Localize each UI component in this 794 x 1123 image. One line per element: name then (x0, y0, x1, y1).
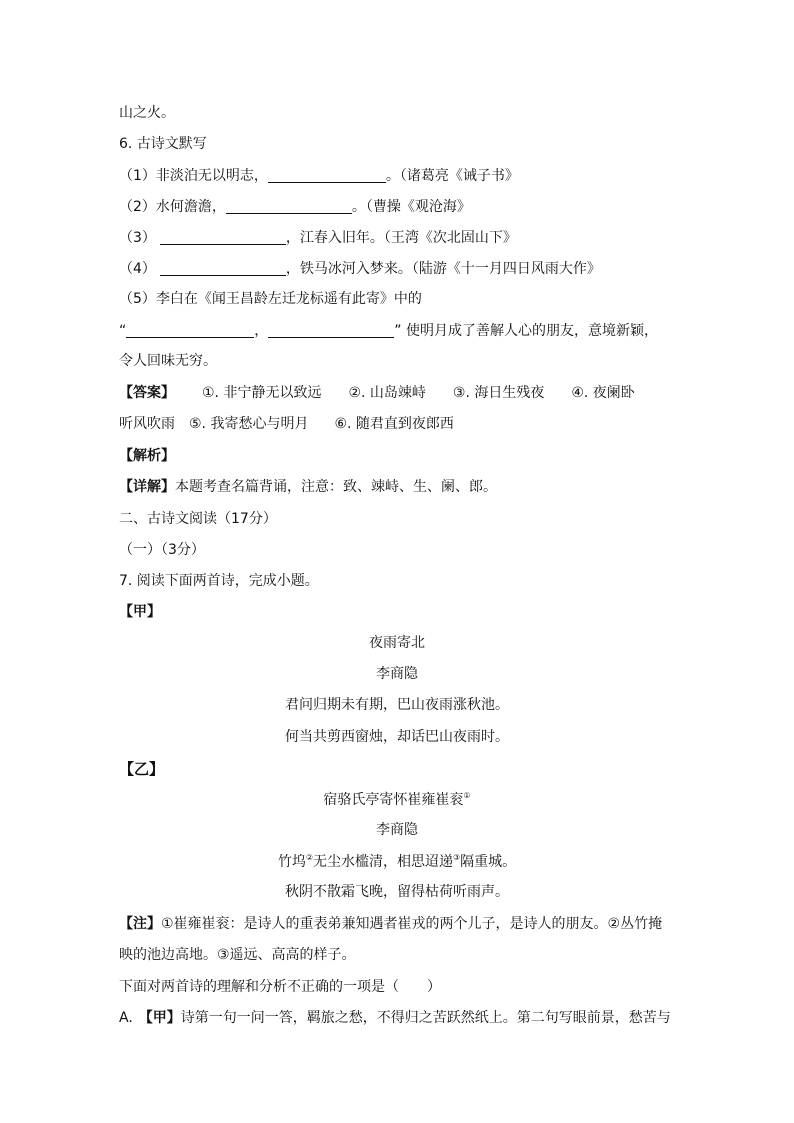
answer-3: ③. 海日生残夜 (452, 385, 545, 401)
option-letter: A. (119, 1010, 133, 1026)
item-number: （4） (119, 261, 156, 277)
note-line-2: 映的池边高地。③遥远、高高的样子。 (119, 947, 356, 963)
q6-item-5-end: 令人回味无穷。 (119, 353, 217, 369)
poem-a-line-2: 何当共剪西窗烛，却话巴山夜雨时。 (285, 729, 509, 745)
footnote-mark: ② (305, 853, 313, 862)
answer-line-1 (119, 386, 635, 400)
note-label: 【注】 (119, 916, 161, 932)
section-2-title: 二、古诗文阅读（17分） (119, 511, 277, 527)
answer-blank (160, 230, 286, 245)
answer-2: ②. 山岛竦峙 (348, 385, 426, 401)
analysis-label: 【解析】 (119, 448, 175, 464)
note-line-1 (119, 917, 662, 931)
answer-blank (226, 199, 352, 214)
footnote-mark: ③ (453, 853, 461, 862)
option-a (119, 1011, 671, 1025)
section-2-sub: （一）（3分） (119, 542, 205, 558)
item-number: （3） (119, 230, 156, 246)
q6-item-1 (119, 168, 519, 183)
answer-4-cont: 听风吹雨 (119, 416, 175, 432)
q6-item-2 (119, 199, 471, 214)
q6-item-4 (119, 261, 601, 276)
answer-4: ④. 夜阑卧 (571, 385, 635, 401)
poem-b-title-text: 宿骆氏亭寄怀崔雍崔衮 (323, 792, 464, 808)
q6-item-3 (119, 230, 517, 245)
poem-text: 隔重城。 (460, 854, 517, 870)
poem-a-line-1: 君问归期未有期，巴山夜雨涨秋池。 (285, 697, 509, 713)
item-suffix: ，江春入旧年。（王湾《次北固山下》 (285, 230, 517, 246)
poem-a-title: 夜雨寄北 (369, 635, 425, 651)
answer-label: 【答案】 (119, 385, 175, 401)
poem-a-author: 李商隐 (376, 666, 418, 682)
q6-item-5-intro: （5）李白在《闻王昌龄左迁龙标遥有此寄》中的 (119, 291, 422, 307)
item-prefix: 水何澹澹， (155, 199, 226, 215)
poem-b-author: 李商隐 (376, 822, 418, 838)
open-quote: “ (119, 323, 127, 339)
item-suffix: ” 使明月成了善解人心的朋友，意境新颖， (394, 323, 658, 339)
item-suffix: ，铁马冰河入梦来。（陆游《十一月四日风雨大作》 (285, 261, 601, 277)
answer-5: ⑤. 我寄愁心与明月 (189, 416, 309, 432)
comma: ， (254, 323, 269, 339)
answer-blank (126, 323, 254, 338)
note-text: ①崔雍崔衮：是诗人的重表弟兼知遇者崔戎的两个儿子，是诗人的朋友。②丛竹掩 (161, 916, 663, 932)
poem-b-title (0, 792, 794, 807)
poem-b-line-2: 秋阴不散霜飞晚，留得枯荷听雨声。 (285, 884, 509, 900)
answer-blank (268, 168, 386, 183)
detail-line (119, 480, 497, 494)
question-6-title: 6. 古诗文默写 (119, 136, 207, 152)
item-number: （2） (119, 199, 156, 215)
text-fragment: 山之火。 (119, 105, 175, 121)
answer-blank (268, 323, 394, 338)
item-suffix: 。（诸葛亮《诫子书》 (385, 168, 519, 184)
question-stem: 下面对两首诗的理解和分析不正确的一项是（ ） (119, 979, 441, 995)
poem-text: 竹坞 (277, 854, 306, 870)
answer-line-2 (119, 417, 454, 431)
answer-1: ①. 非宁静无以致远 (202, 385, 322, 401)
answer-6: ⑥. 随君直到夜郎西 (334, 416, 454, 432)
option-label: 【甲】 (138, 1010, 181, 1026)
detail-text: 本题考查名篇背诵，注意：致、竦峙、生、阑、郎。 (175, 479, 497, 495)
q6-item-5-blanks (119, 323, 658, 338)
option-text: 诗第一句一问一答，羁旅之愁，不得归之苦跃然纸上。第二句写眼前景，愁苦与 (180, 1010, 671, 1026)
poem-a-label: 【甲】 (119, 604, 161, 620)
question-7: 7. 阅读下面两首诗，完成小题。 (119, 573, 319, 589)
item-prefix: 非淡泊无以明志， (155, 168, 268, 184)
detail-label: 【详解】 (119, 479, 175, 495)
item-suffix: 。（曹操《观沧海》 (351, 199, 471, 215)
poem-text: 无尘水槛清，相思迢递 (313, 854, 453, 870)
item-number: （1） (119, 168, 156, 184)
poem-b-line-1 (0, 854, 794, 869)
answer-blank (160, 261, 286, 276)
footnote-mark: ① (463, 791, 471, 800)
poem-b-label: 【乙】 (119, 760, 165, 778)
